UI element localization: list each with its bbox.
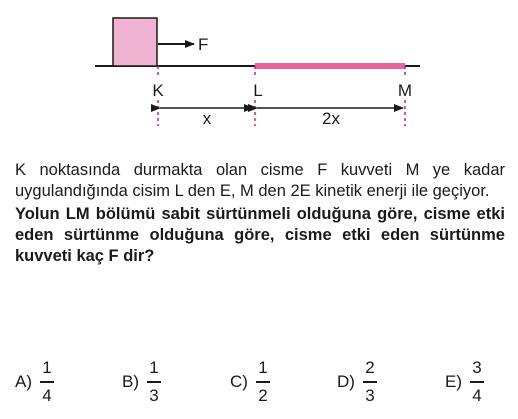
question-text: K noktasında durmakta olan cisme F kuvveti M ye kadar uygulandığında cisim L den E, M den 2E kinetik enerji ile geçiyor.: [15, 161, 505, 200]
option-b[interactable]: [122, 352, 161, 412]
option-b-fraction: [147, 358, 161, 406]
option-d-denominator: 3: [365, 385, 375, 405]
physics-diagram: [0, 0, 518, 150]
distance-lm-label: 2x: [322, 109, 340, 128]
option-b-letter: B): [122, 372, 139, 391]
option-e-fraction: [470, 358, 484, 406]
option-e[interactable]: [445, 352, 484, 412]
option-d-letter: D): [337, 372, 355, 391]
fraction-bar: [256, 381, 270, 383]
force-label: F: [198, 35, 209, 54]
distance-kl-label: x: [202, 109, 212, 128]
point-k-label: K: [152, 81, 164, 100]
point-m-label: M: [397, 81, 413, 100]
option-c-fraction: [256, 358, 270, 406]
option-e-numerator: 3: [472, 358, 482, 378]
question-block: [15, 160, 505, 267]
option-a-denominator: 4: [42, 385, 52, 405]
option-d-numerator: 2: [365, 358, 375, 378]
fraction-bar: [363, 381, 377, 383]
option-c-denominator: 2: [258, 385, 268, 405]
option-a-letter: A): [15, 372, 32, 391]
option-c[interactable]: [230, 352, 270, 412]
point-l-label: L: [253, 81, 263, 100]
fraction-bar: [40, 381, 54, 383]
fraction-bar: [470, 381, 484, 383]
option-b-numerator: 1: [149, 358, 159, 378]
question-prompt: Yolun LM bölümü sabit sürtünmeli olduğuna göre, cisme etki eden sürtünme olduğuna göre, cisme etki eden sürtünme kuvveti kaç F dir?: [15, 205, 505, 265]
option-d[interactable]: [337, 352, 377, 412]
block: [113, 18, 157, 66]
option-c-numerator: 1: [258, 358, 268, 378]
option-e-denominator: 4: [472, 385, 482, 405]
option-c-letter: C): [230, 372, 248, 391]
option-a[interactable]: [15, 352, 54, 412]
option-a-fraction: [40, 358, 54, 406]
friction-strip: [255, 63, 405, 69]
fraction-bar: [147, 381, 161, 383]
option-b-denominator: 3: [149, 385, 159, 405]
answer-options: [0, 352, 518, 412]
option-a-numerator: 1: [42, 358, 52, 378]
option-d-fraction: [363, 358, 377, 406]
option-e-letter: E): [445, 372, 462, 391]
